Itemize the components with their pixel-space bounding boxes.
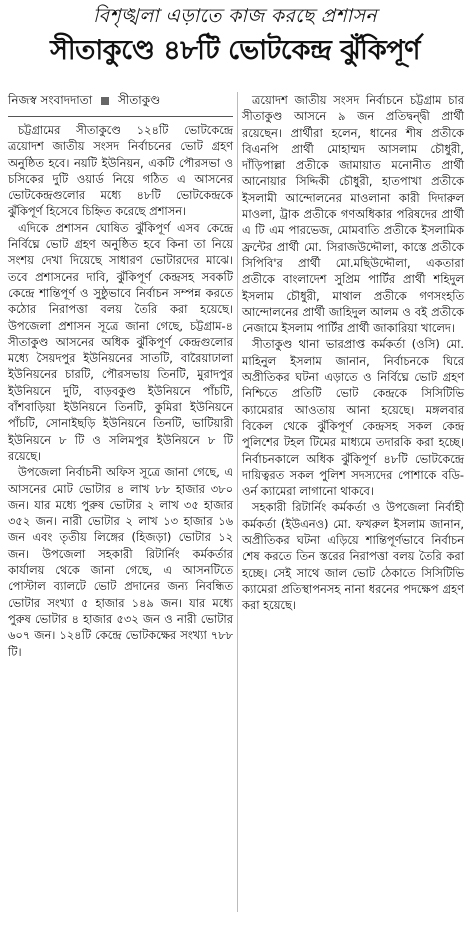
column-divider (237, 92, 238, 912)
dateline-location: সীতাকুণ্ড (117, 93, 161, 107)
paragraph: ত্রয়োদশ জাতীয় সংসদ নির্বাচনে চট্টগ্রাম চার সীতাকুণ্ড আসনে ৯ জন প্রতিদ্বন্দ্বী প্রার্থী রয়েছেন। প্রার্থীরা হলেন, ধানের শীষ প্রতীকে বিএনপি প্রার্থী মোহাম্মদ আসলাম চৌধুরী, দাঁড়িপাল্লা প্রতীকে জামায়াত মনোনীত প্রার্থী আনোয়ার সিদ্দিকী চৌধুরী, হাতপাখা প্রতীকে ইসলামী আন্দোলনের মাওলানা কারী দিদারুল মাওলা, ট্রাক প্রতীকে গণঅধিকার পরিষদের প্রার্থী এ টি এম পারভেজ, মোমবাতি প্রতীকে ইসলামিক ফ্রন্টের প্রার্থী মো. সিরাজউদ্দৌলা, কাস্তে প্রতীকে সিপিবি'র প্রার্থী মো.মছিউদ্দৌলা, একতারা প্রতীকে বাংলাদেশ সুপ্রিম পার্টির প্রার্থী শহিদুল ইসলাম চৌধুরী, মাথাল প্রতীকে গণসংহতি আন্দোলনের প্রার্থী জাহিদুল আলম ও বই প্রতীকে নেজামে ইসলাম পার্টির প্রার্থী জাকারিয়া খালেদ। (242, 93, 464, 336)
paragraph: চট্টগ্রামের সীতাকুণ্ডে ১২৪টি ভোটকেন্দ্রে ত্রয়োদশ জাতীয় সংসদ নির্বাচনের ভোট গ্রহণ অনুষ্ঠিত হবে। নয়টি ইউনিয়ন, একটি পৌরসভা ও চসিকের দুটি ওয়ার্ড নিয়ে গঠিত এ আসনের ভোটকেন্দ্রগুলোর মধ্যে ৪৮টি ভোটকেন্দ্রকে ঝুঁকিপূর্ণ হিসেবে চিহ্নিত করেছে প্রশাসন। (8, 123, 233, 219)
byline-separator-icon (101, 97, 109, 105)
paragraph: সীতাকুণ্ড থানা ভারপ্রাপ্ত কর্মকর্তা (ওসি) মো. মাহিনুল ইসলাম জানান, নির্বাচনকে ঘিরে অপ্রীতিকর ঘটনা এড়াতে ও নির্বিঘ্নে ভোট গ্রহণ নিশ্চিতে প্রতিটি ভোট কেন্দ্রকে সিসিটিভি ক্যামেরার আওতায় আনা হয়েছে। মঙ্গলবার বিকেল থেকে ঝুঁকিপূর্ণ কেন্দ্রসহ সকল কেন্দ্র পুলিশের টহল টিমের মাধ্যমে তদারকি করা হচ্ছে। নির্বাচনকালে অধিক ঝুঁকিপূর্ণ ৪৮টি ভোটকেন্দ্রে দায়িত্বরত সকল পুলিশ সদস্যদের পোশাকে বডি-ওর্ন ক্যামেরা লাগানো থাকবে। (242, 337, 464, 499)
right-column (242, 92, 464, 614)
article-headline: সীতাকুণ্ডে ৪৮টি ভোটকেন্দ্র ঝুঁকিপূর্ণ (50, 35, 420, 66)
article-kicker: বিশৃঙ্খলা এড়াতে কাজ করছে প্রশাসন (93, 5, 377, 27)
paragraph: এদিকে প্রশাসন ঘোষিত ঝুঁকিপূর্ণ এসব কেন্দ্রে নির্বিঘ্নে ভোট গ্রহণ অনুষ্ঠিত হবে কিনা তা নিয়ে সংশয় দেখা দিয়েছে সাধারণ ভোটারদের মাঝে। তবে প্রশাসনের দাবি, ঝুঁকিপূর্ণ কেন্দ্রসহ সবকটি কেন্দ্রে শান্তিপূর্ণ ও সুষ্ঠুভাবে নির্বাচন সম্পন্ন করতে কঠোর নিরাপত্তা বলয় তৈরি করা হয়েছে। উপজেলা প্রশাসন সূত্রে জানা গেছে, চট্টগ্রাম-৪ সীতাকুণ্ড আসনের অধিক ঝুঁকিপূর্ণ কেন্দ্রগুলোর মধ্যে সৈয়দপুর ইউনিয়নের সাতটি, বারৈয়াঢালা ইউনিয়নের চারটি, পৌরসভায় তিনটি, মুরাদপুর ইউনিয়নে দুটি, বাড়বকুণ্ড ইউনিয়নে পাঁচটি, বাঁশবাড়িয়া ইউনিয়নে তিনটি, কুমিরা ইউনিয়নে পাঁচটি, সোনাইছড়ি ইউনিয়নে তিনটি, ভাটিয়ারী ইউনিয়নে ৮ টি ও সলিমপুর ইউনিয়নে ৮ টি রয়েছে। (8, 220, 233, 463)
reporter-name: নিজস্ব সংবাদদাতা (8, 93, 93, 107)
byline (8, 92, 233, 117)
left-column (8, 122, 233, 660)
paragraph: সহকারী রিটার্নিং কর্মকর্তা ও উপজেলা নির্বাহী কর্মকর্তা (ইউএনও) মো. ফখরুল ইসলাম জানান, অপ্রীতিকর ঘটনা এড়িয়ে শান্তিপূর্ণভাবে নির্বাচন শেষ করতে তিন স্তরের নিরাপত্তা বলয় তৈরি করা হচ্ছে। সেই সাথে জাল ভোট ঠেকাতে সিসিটিভি ক্যামেরা প্রতিস্থাপনসহ নানা ধরনের পদক্ষেপ গ্রহণ করা হয়েছে। (242, 500, 464, 613)
paragraph: উপজেলা নির্বাচনী অফিস সূত্রে জানা গেছে, এ আসনের মোট ভোটার ৪ লাখ ৮৮ হাজার ৩৮০ জন। যার মধ্যে পুরুষ ভোটার ২ লাখ ৩৫ হাজার ৩৫২ জন। নারী ভোটার ২ লাখ ১৩ হাজার ১৬ জন এবং তৃতীয় লিঙ্গের (হিজড়া) ভোটার ১২ জন। উপজেলা সহকারী রিটার্নিং কর্মকর্তার কার্যালয় থেকে জানা গেছে, এ আসনটিতে পোস্টাল ব্যালটে ভোট প্রদানের জন্য নিবন্ধিত ভোটার সংখ্যা ৫ হাজার ১৪৯ জন। যার মধ্যে পুরুষ ভোটার ৪ হাজার ৫৩২ জন ও নারী ভোটার ৬০৭ জন। ১২৪টি কেন্দ্রে ভোটকক্ষের সংখ্যা ৭৮৮ টি। (8, 465, 233, 659)
